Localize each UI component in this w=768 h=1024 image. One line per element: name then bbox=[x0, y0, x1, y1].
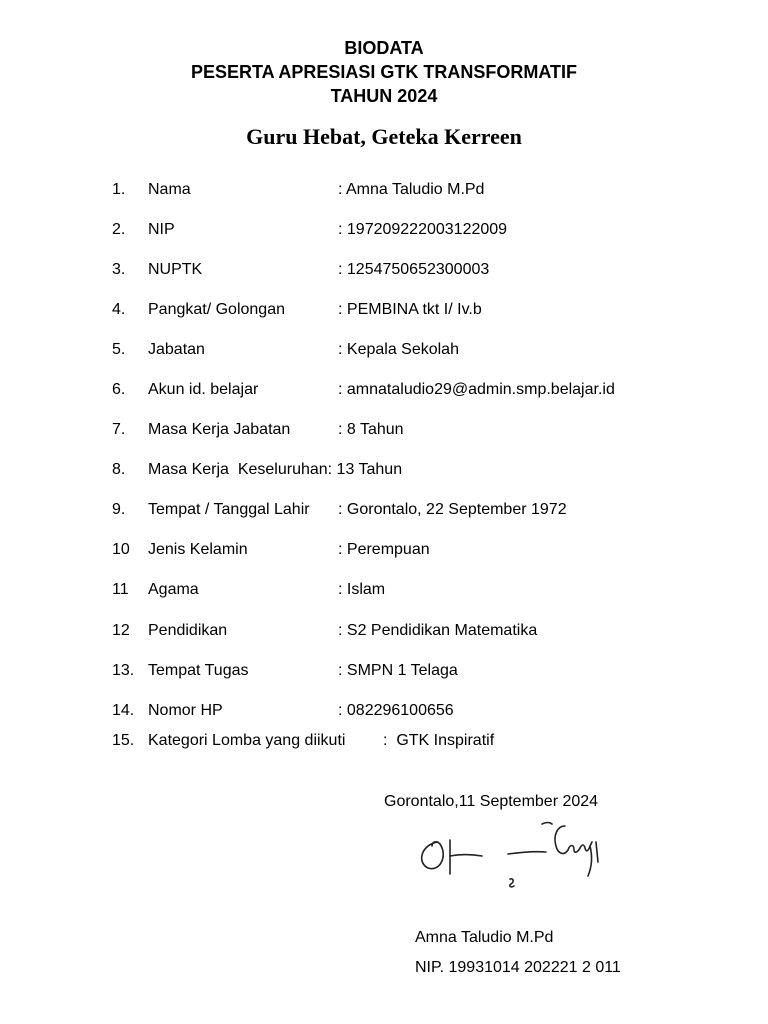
list-item bbox=[0, 218, 768, 242]
list-item bbox=[0, 338, 768, 362]
item-label: NIP bbox=[148, 221, 175, 238]
item-value: : PEMBINA tkt I/ Iv.b bbox=[338, 301, 482, 318]
list-item bbox=[0, 619, 768, 643]
list-item bbox=[0, 729, 768, 753]
item-value: : 1254750652300003 bbox=[338, 261, 490, 278]
item-value: : S2 Pendidikan Matematika bbox=[338, 622, 538, 639]
item-value: : 8 Tahun bbox=[338, 421, 404, 438]
item-label: Masa Kerja Keseluruhan: 13 Tahun bbox=[148, 461, 403, 478]
list-item bbox=[0, 418, 768, 442]
item-value: : GTK Inspiratif bbox=[383, 732, 495, 749]
item-value: : amnataludio29@admin.smp.belajar.id bbox=[338, 381, 615, 398]
item-value: : Perempuan bbox=[338, 541, 430, 558]
list-item bbox=[0, 298, 768, 322]
item-number: 5. bbox=[112, 341, 126, 358]
list-item bbox=[0, 498, 768, 522]
item-label: Agama bbox=[148, 581, 199, 598]
item-label: Masa Kerja Jabatan bbox=[148, 421, 291, 438]
item-number: 4. bbox=[112, 301, 126, 318]
list-item bbox=[0, 578, 768, 602]
item-label: NUPTK bbox=[148, 261, 203, 278]
item-label: Jenis Kelamin bbox=[148, 541, 248, 558]
item-label: Pendidikan bbox=[148, 622, 228, 639]
header-title: BIODATA bbox=[344, 38, 424, 58]
item-label: Nomor HP bbox=[148, 702, 223, 719]
list-item bbox=[0, 258, 768, 282]
item-label: Jabatan bbox=[148, 341, 205, 358]
header-subtitle: PESERTA APRESIASI GTK TRANSFORMATIF bbox=[190, 62, 577, 82]
signature-icon bbox=[410, 812, 610, 902]
item-number: 13. bbox=[112, 662, 135, 679]
item-number: 9. bbox=[112, 501, 126, 518]
item-label: Tempat Tugas bbox=[148, 662, 249, 679]
item-number: 12 bbox=[112, 622, 130, 639]
item-number: 8. bbox=[112, 461, 126, 478]
item-value: : Islam bbox=[338, 581, 386, 598]
list-item bbox=[0, 178, 768, 202]
item-number: 6. bbox=[112, 381, 126, 398]
item-number: 10 bbox=[112, 541, 130, 558]
item-value: : SMPN 1 Telaga bbox=[338, 662, 458, 679]
item-label: Kategori Lomba yang diikuti bbox=[148, 732, 346, 749]
list-item bbox=[0, 458, 768, 482]
list-item bbox=[0, 378, 768, 402]
item-number: 11 bbox=[112, 581, 129, 598]
signatory-nip: NIP. 19931014 202221 2 011 bbox=[415, 959, 621, 976]
item-number: 15. bbox=[112, 732, 135, 749]
tagline: Guru Hebat, Geteka Kerreen bbox=[246, 124, 522, 149]
place-date: Gorontalo,11 September 2024 bbox=[384, 793, 599, 810]
item-value: : 082296100656 bbox=[338, 702, 454, 719]
item-value: : 197209222003122009 bbox=[338, 221, 508, 238]
item-value: : Gorontalo, 22 September 1972 bbox=[338, 501, 567, 518]
item-number: 7. bbox=[112, 421, 126, 438]
list-item bbox=[0, 699, 768, 723]
list-item bbox=[0, 659, 768, 683]
item-value: : Amna Taludio M.Pd bbox=[338, 181, 485, 198]
item-label: Pangkat/ Golongan bbox=[148, 301, 285, 318]
item-number: 14. bbox=[112, 702, 135, 719]
item-label: Akun id. belajar bbox=[148, 381, 259, 398]
signatory-name: Amna Taludio M.Pd bbox=[415, 929, 554, 946]
item-number: 3. bbox=[112, 261, 126, 278]
item-number: 2. bbox=[112, 221, 126, 238]
item-label: Nama bbox=[148, 181, 191, 198]
document-header bbox=[0, 36, 768, 108]
item-value: : Kepala Sekolah bbox=[338, 341, 459, 358]
item-number: 1. bbox=[112, 181, 126, 198]
header-year: TAHUN 2024 bbox=[330, 86, 438, 106]
list-item bbox=[0, 538, 768, 562]
item-label: Tempat / Tanggal Lahir bbox=[148, 501, 310, 518]
